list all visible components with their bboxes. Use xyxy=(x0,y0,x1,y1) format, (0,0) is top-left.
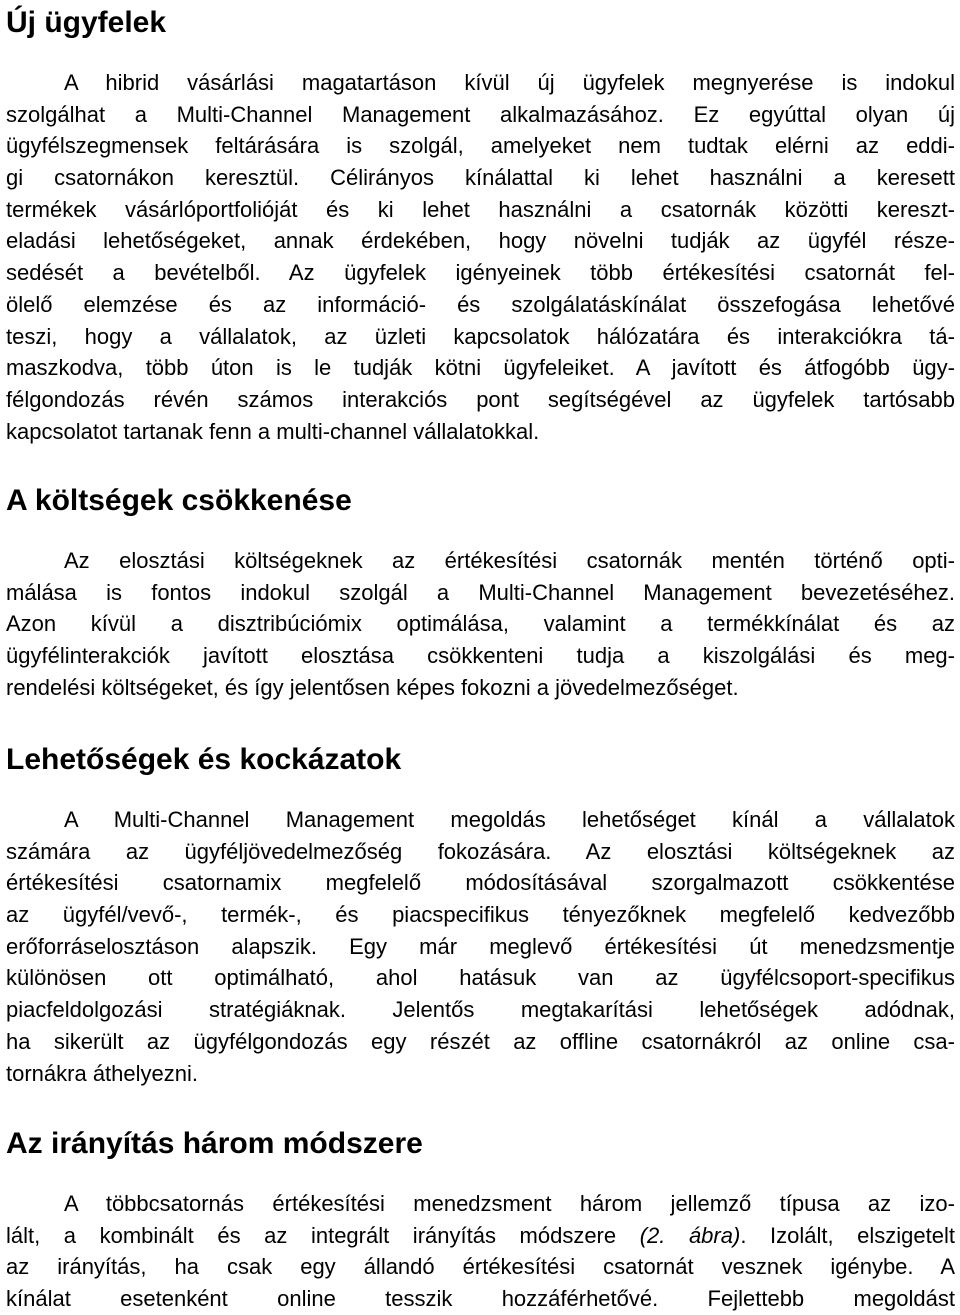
text-line: az irányítás, ha csak egy állandó értékesítési csatornát vesznek igénybe. A xyxy=(6,1254,955,1280)
text-line: különösen ott optimálható, ahol hatásuk van az ügyfélcsoport-specifikus xyxy=(6,965,955,991)
text-line: málása is fontos indokul szolgál a Multi-Channel Management bevezetéséhez. xyxy=(6,579,955,605)
text-line: rendelési költségeket, és így jelentősen képes fokozni a jövedelmezőséget. xyxy=(6,674,739,700)
text-segment: . Izolált, elszigetelt xyxy=(740,1222,955,1248)
figure-reference-link[interactable]: (2. ábra) xyxy=(639,1222,741,1248)
text-line: gi csatornákon keresztül. Célirányos kínálattal ki lehet használni a keresett xyxy=(6,165,955,191)
paragraph-opportunities-risks xyxy=(6,804,955,1089)
text-line: kínálat esetenként online tesszik hozzáférhetővé. Fejlettebb megoldást xyxy=(6,1286,955,1312)
section-heading-opportunities-risks: Lehetőségek és kockázatok xyxy=(6,743,402,776)
text-line: félgondozás révén számos interakciós pont segítségével az ügyfelek tartósabb xyxy=(6,386,955,412)
text-line: Az elosztási költségeknek az értékesítési csatornák mentén történő opti- xyxy=(64,548,955,573)
text-line: Azon kívül a disztribúciómix optimálása, valamint a termékkínálat és az xyxy=(6,611,955,637)
paragraph-three-methods xyxy=(6,1188,955,1315)
text-line: A hibrid vásárlási magatartáson kívül új ügyfelek megnyerése is indokul xyxy=(64,70,955,95)
text-segment: lált, a kombinált és az integrált irányítás módszere xyxy=(6,1222,640,1248)
text-line-with-figure-ref xyxy=(6,1220,955,1252)
text-line: eladási lehetőségeket, annak érdekében, hogy növelni tudják az ügyfél része- xyxy=(6,228,955,254)
text-line: erőforráselosztáson alapszik. Egy már meglevő értékesítési út menedzsmentje xyxy=(6,933,955,959)
text-line: piacfeldolgozási stratégiáknak. Jelentős megtakarítási lehetőségek adódnak, xyxy=(6,997,955,1023)
section-heading-new-customers: Új ügyfelek xyxy=(6,6,167,39)
text-line: ha sikerült az ügyfélgondozás egy részét az offline csatornákról az online csa- xyxy=(6,1028,955,1054)
text-line: szolgálhat a Multi-Channel Management alkalmazásához. Ez egyúttal olyan új xyxy=(6,101,955,127)
section-heading-three-methods: Az irányítás három módszere xyxy=(6,1127,423,1160)
text-line: tornákra áthelyezni. xyxy=(6,1060,198,1086)
text-line: ügyfélszegmensek feltárására is szolgál, amelyeket nem tudtak elérni az eddi- xyxy=(6,133,955,159)
text-line: értékesítési csatornamix megfelelő módosításával szorgalmazott csökkentése xyxy=(6,870,955,896)
text-line: maszkodva, több úton is le tudják kötni ügyfeleiket. A javított és átfogóbb ügy- xyxy=(6,355,955,381)
paragraph-cost-reduction xyxy=(6,545,955,703)
text-line: A többcsatornás értékesítési menedzsment három jellemző típusa az izo- xyxy=(64,1191,955,1216)
text-line: A Multi-Channel Management megoldás lehetőséget kínál a vállalatok xyxy=(64,807,955,832)
text-line: ölelő elemzése és az információ- és szolgálatáskínálat összefogása lehetővé xyxy=(6,291,955,317)
text-line: termékek vásárlóportfolióját és ki lehet használni a csatornák közötti kereszt- xyxy=(6,196,955,222)
text-line: számára az ügyféljövedelmezőség fokozására. Az elosztási költségeknek az xyxy=(6,838,955,864)
text-line: kapcsolatot tartanak fenn a multi-channel vállalatokkal. xyxy=(6,418,540,444)
paragraph-new-customers xyxy=(6,67,955,447)
text-line: sedését a bevételből. Az ügyfelek igényeinek több értékesítési csatornát fel- xyxy=(6,260,955,286)
text-line: az ügyfél/vevő-, termék-, és piacspecifikus tényezőknek megfelelő kedvezőbb xyxy=(6,902,955,928)
section-heading-cost-reduction: A költségek csökkenése xyxy=(6,484,352,517)
text-line: ügyfélinterakciók javított elosztása csökkenteni tudja a kiszolgálási és meg- xyxy=(6,643,955,669)
text-line: teszi, hogy a vállalatok, az üzleti kapcsolatok hálózatára és interakciókra tá- xyxy=(6,323,955,349)
